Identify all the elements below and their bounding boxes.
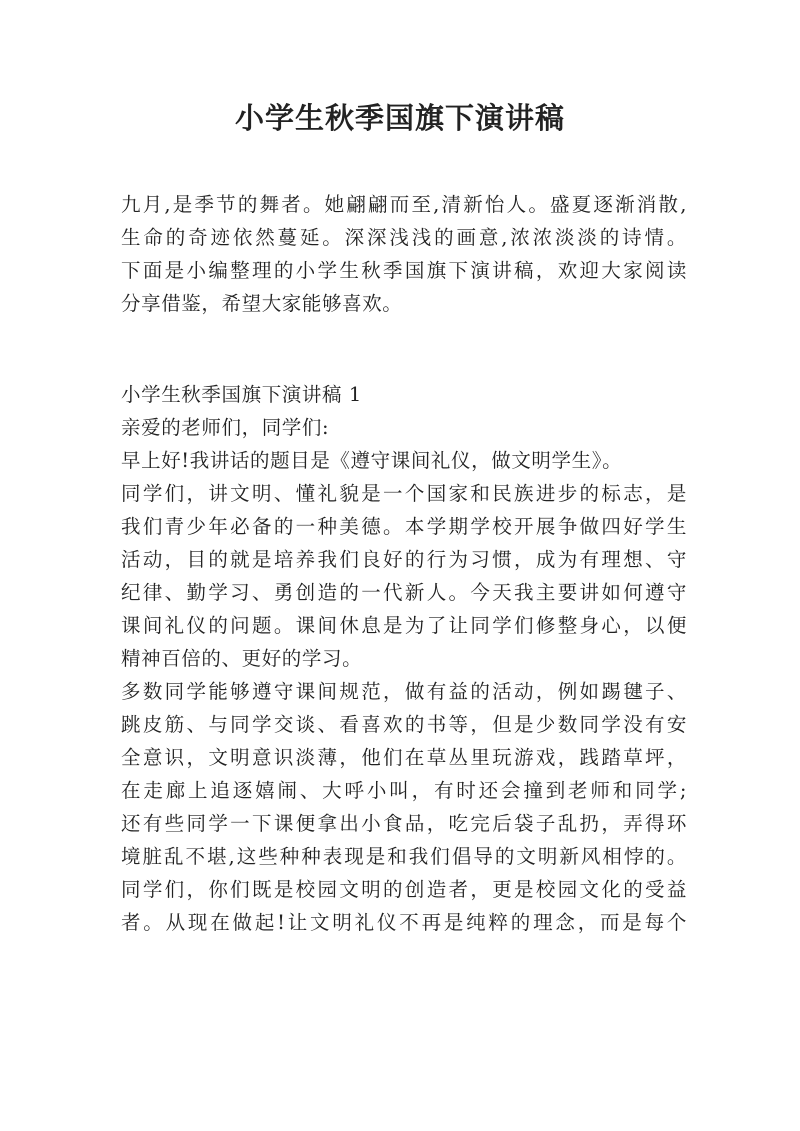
body-line: 我们青少年必备的一种美德。本学期学校开展争做四好学生 xyxy=(121,515,687,538)
body-line: 多数同学能够遵守课间规范，做有益的活动，例如踢毽子、 xyxy=(121,680,687,703)
intro-line: 生命的奇迹依然蔓延。深深浅浅的画意,浓浓淡淡的诗情。 xyxy=(121,226,687,249)
body-line: 跳皮筋、与同学交谈、看喜欢的书等，但是少数同学没有安 xyxy=(121,713,687,736)
salutation: 亲爱的老师们，同学们: xyxy=(121,416,330,439)
body-line: 纪律、勤学习、勇创造的一代新人。今天我主要讲如何遵守 xyxy=(121,581,687,604)
body-line: 境脏乱不堪,这些种种表现是和我们倡导的文明新风相悖的。 xyxy=(121,845,687,868)
body-line: 同学们，你们既是校园文明的创造者，更是校园文化的受益 xyxy=(121,878,687,901)
body-line: 同学们，讲文明、懂礼貌是一个国家和民族进步的标志，是 xyxy=(121,482,687,505)
intro-paragraph xyxy=(121,188,687,320)
body-line: 早上好!我讲话的题目是《遵守课间礼仪，做文明学生》。 xyxy=(121,449,623,472)
body-line: 还有些同学一下课便拿出小食品，吃完后袋子乱扔，弄得环 xyxy=(121,812,687,835)
body-line: 活动，目的就是培养我们良好的行为习惯，成为有理想、守 xyxy=(121,548,687,571)
body-line: 精神百倍的、更好的学习。 xyxy=(121,647,363,670)
intro-line: 分享借鉴，希望大家能够喜欢。 xyxy=(121,292,403,315)
document-title: 小学生秋季国旗下演讲稿 xyxy=(234,101,565,135)
intro-line: 九月,是季节的舞者。她翩翩而至,清新怡人。盛夏逐渐消散, xyxy=(121,193,687,216)
body-line: 全意识，文明意识淡薄，他们在草丛里玩游戏，践踏草坪， xyxy=(121,746,687,769)
intro-line: 下面是小编整理的小学生秋季国旗下演讲稿，欢迎大家阅读 xyxy=(121,259,687,282)
body-line: 者。从现在做起!让文明礼仪不再是纯粹的理念，而是每个 xyxy=(121,911,687,934)
body-line: 在走廊上追逐嬉闹、大呼小叫，有时还会撞到老师和同学; xyxy=(121,779,687,802)
body-line: 课间礼仪的问题。课间休息是为了让同学们修整身心，以便 xyxy=(121,614,687,637)
speech-body xyxy=(121,378,687,939)
speech-heading: 小学生秋季国旗下演讲稿 1 xyxy=(121,383,362,406)
